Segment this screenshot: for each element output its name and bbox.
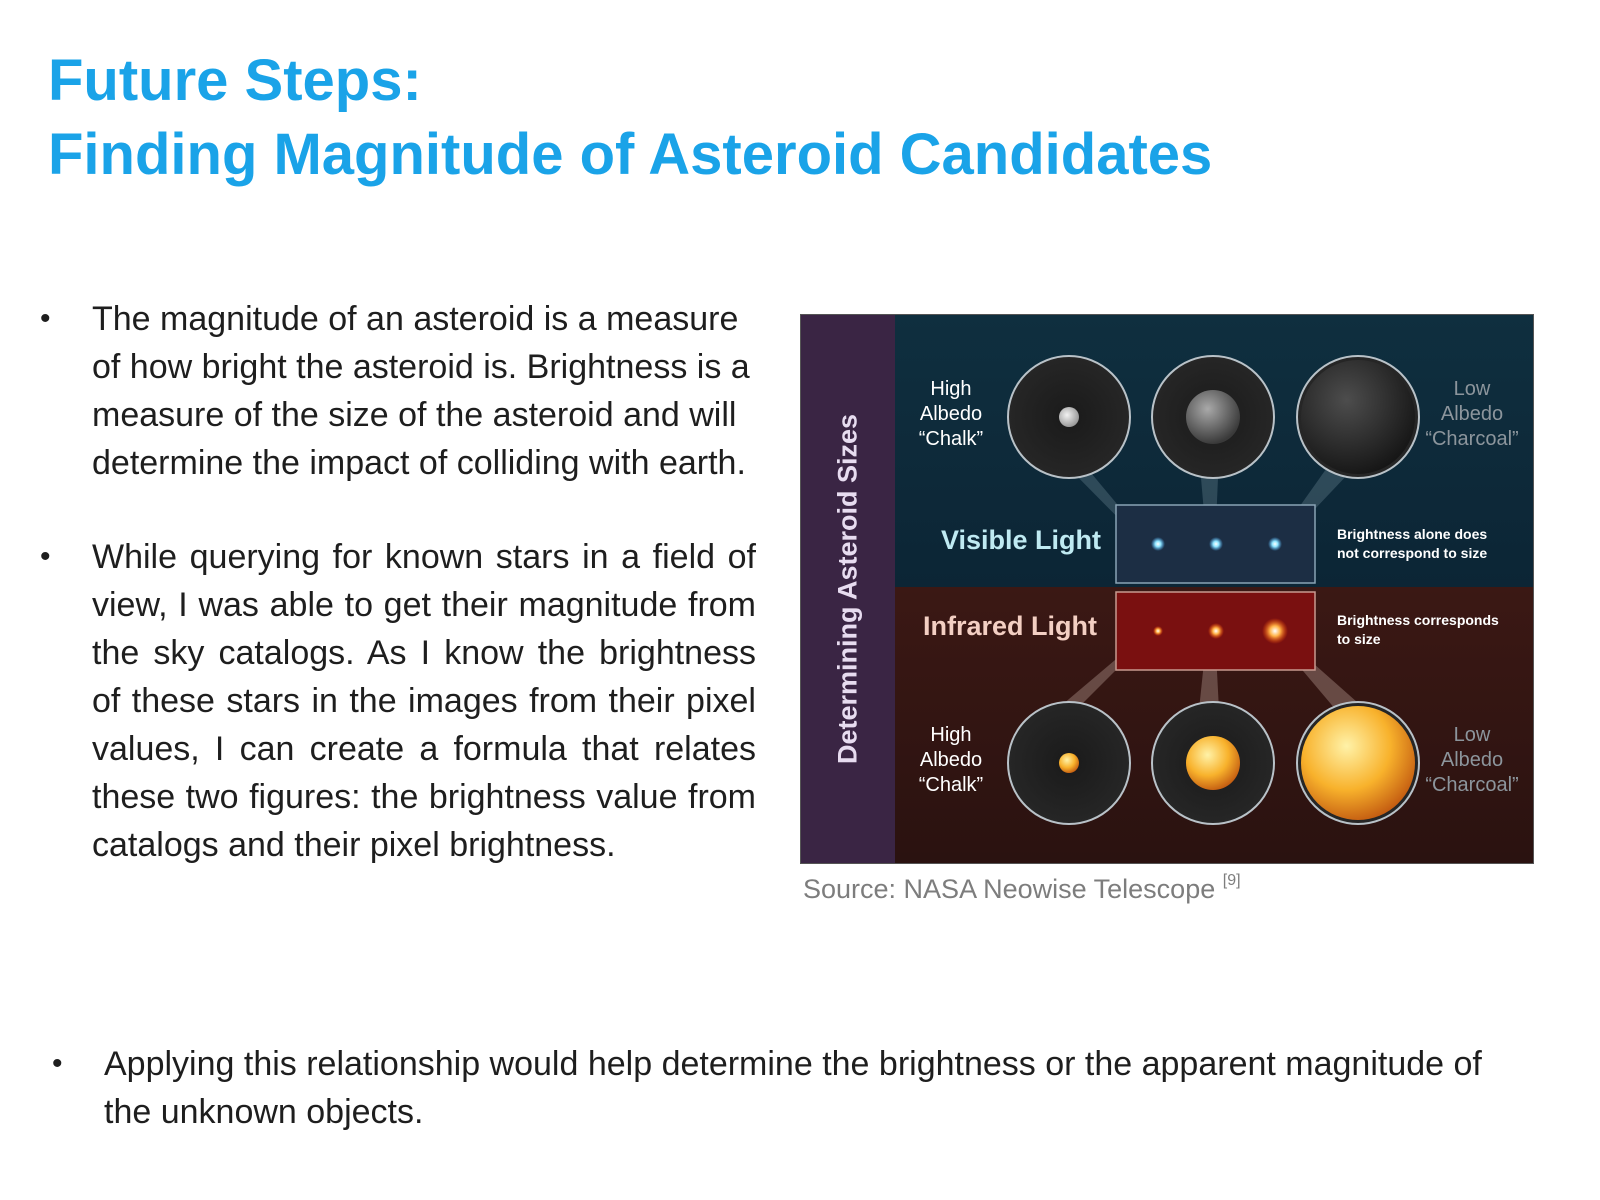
bullet-text-1: The magnitude of an asteroid is a measure of how bright the asteroid is. Brightness is a measure of the size of the asteroid and will determine the impact of colliding with earth. — [92, 300, 750, 482]
source-reference: [9] — [1222, 872, 1241, 889]
bullet-item-3 — [52, 1040, 1512, 1136]
bullet-dot: • — [52, 1047, 63, 1080]
high-albedo-bottom-label: High Albedo “Chalk” — [918, 724, 984, 796]
bullet-dot: • — [40, 540, 51, 573]
low-albedo-top-label: Low Albedo “Charcoal” — [1425, 378, 1519, 450]
asteroid-bottom-medium-icon — [1186, 736, 1240, 790]
bullet-text-3: Applying this relationship would help determine the brightness or the apparent magnitude of the unknown objects. — [104, 1045, 1482, 1131]
asteroid-bottom-small-icon — [1059, 753, 1079, 773]
title-line-2: Finding Magnitude of Asteroid Candidates — [48, 122, 1213, 187]
figure-source-caption — [803, 874, 1241, 905]
bullet-item-1 — [40, 295, 756, 487]
left-bullet-list — [40, 295, 756, 869]
source-text: Source: NASA Neowise Telescope — [803, 874, 1216, 904]
title-line-1: Future Steps: — [48, 48, 422, 113]
slide-title — [48, 44, 1212, 192]
infrared-light-note: Brightness corresponds to size — [1337, 612, 1499, 647]
asteroid-top-large-icon — [1301, 360, 1415, 474]
figure-side-label: Determining Asteroid Sizes — [832, 413, 863, 765]
visible-dot-3 — [1268, 537, 1282, 551]
infrared-dot-3 — [1262, 618, 1288, 644]
asteroid-top-small-icon — [1059, 407, 1079, 427]
bullet-item-2 — [40, 533, 756, 869]
visible-dot-1 — [1151, 537, 1165, 551]
visible-dot-2 — [1209, 537, 1223, 551]
infrared-light-label: Infrared Light — [923, 611, 1097, 641]
high-albedo-top-label: High Albedo “Chalk” — [918, 378, 984, 450]
infrared-dot-2 — [1208, 623, 1224, 639]
visible-light-label: Visible Light — [941, 525, 1102, 555]
bullet-dot: • — [40, 302, 51, 335]
bullet-text-2: While querying for known stars in a field of view, I was able to get their magnitude from the sky catalogs. As I know the brightness of these stars in the images from their pixel values, I can create a formula that relates these two figures: the brightness value from catalogs and their pixel brightness. — [92, 538, 756, 864]
asteroid-size-figure — [800, 314, 1534, 864]
asteroid-bottom-large-icon — [1301, 706, 1415, 820]
asteroid-top-medium-icon — [1186, 390, 1240, 444]
visible-light-note: Brightness alone does not correspond to size — [1337, 526, 1488, 561]
infrared-dot-1 — [1153, 626, 1163, 636]
low-albedo-bottom-label: Low Albedo “Charcoal” — [1425, 724, 1519, 796]
